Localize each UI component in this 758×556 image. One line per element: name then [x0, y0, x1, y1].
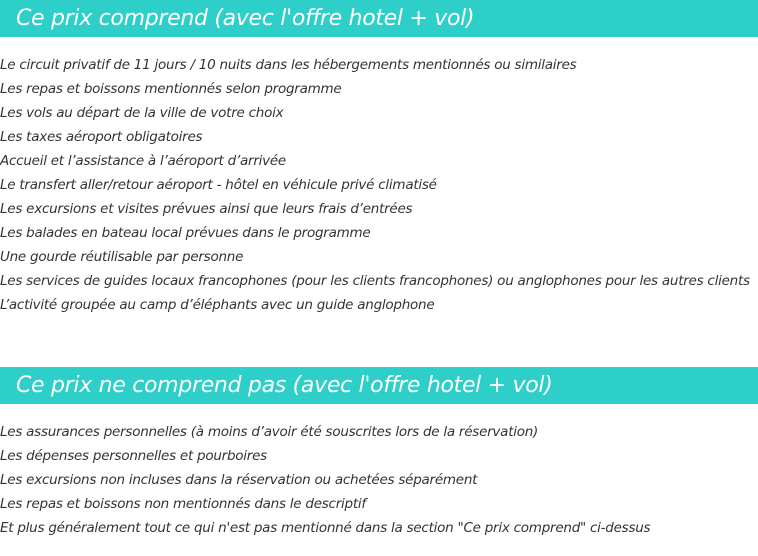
included-item: Une gourde réutilisable par personne [0, 249, 244, 265]
excluded-item: Les repas et boissons non mentionnés dans le descriptif [0, 496, 366, 512]
included-item: Les excursions et visites prévues ainsi que leurs frais d’entrées [0, 201, 413, 217]
included-item: Le transfert aller/retour aéroport - hôtel en véhicule privé climatisé [0, 177, 437, 193]
included-item: Le circuit privatif de 11 jours / 10 nuits dans les hébergements mentionnés ou similaires [0, 57, 577, 73]
included-item: Les taxes aéroport obligatoires [0, 129, 203, 145]
included-items-list [0, 53, 750, 317]
included-item: Les vols au départ de la ville de votre choix [0, 105, 284, 121]
included-item: L’activité groupée au camp d’éléphants avec un guide anglophone [0, 297, 435, 313]
included-item: Accueil et l’assistance à l’aéroport d’arrivée [0, 153, 286, 169]
excluded-section-header [0, 367, 758, 404]
excluded-item: Les dépenses personnelles et pourboires [0, 448, 267, 464]
included-item: Les services de guides locaux francophones (pour les clients francophones) ou anglophones pour les autres clients [0, 273, 750, 289]
included-section-header [0, 0, 758, 37]
excluded-item: Les assurances personnelles (à moins d’avoir été souscrites lors de la réservation) [0, 424, 539, 440]
excluded-section-title: Ce prix ne comprend pas (avec l'offre hotel + vol) [16, 373, 553, 398]
excluded-item: Les excursions non incluses dans la réservation ou achetées séparément [0, 472, 478, 488]
included-item: Les balades en bateau local prévues dans le programme [0, 225, 371, 241]
included-section-title: Ce prix comprend (avec l'offre hotel + vol) [16, 6, 475, 31]
excluded-items-list [0, 420, 650, 540]
included-item: Les repas et boissons mentionnés selon programme [0, 81, 342, 97]
excluded-item: Et plus généralement tout ce qui n'est pas mentionné dans la section "Ce prix comprend" ci-dessus [0, 520, 651, 536]
